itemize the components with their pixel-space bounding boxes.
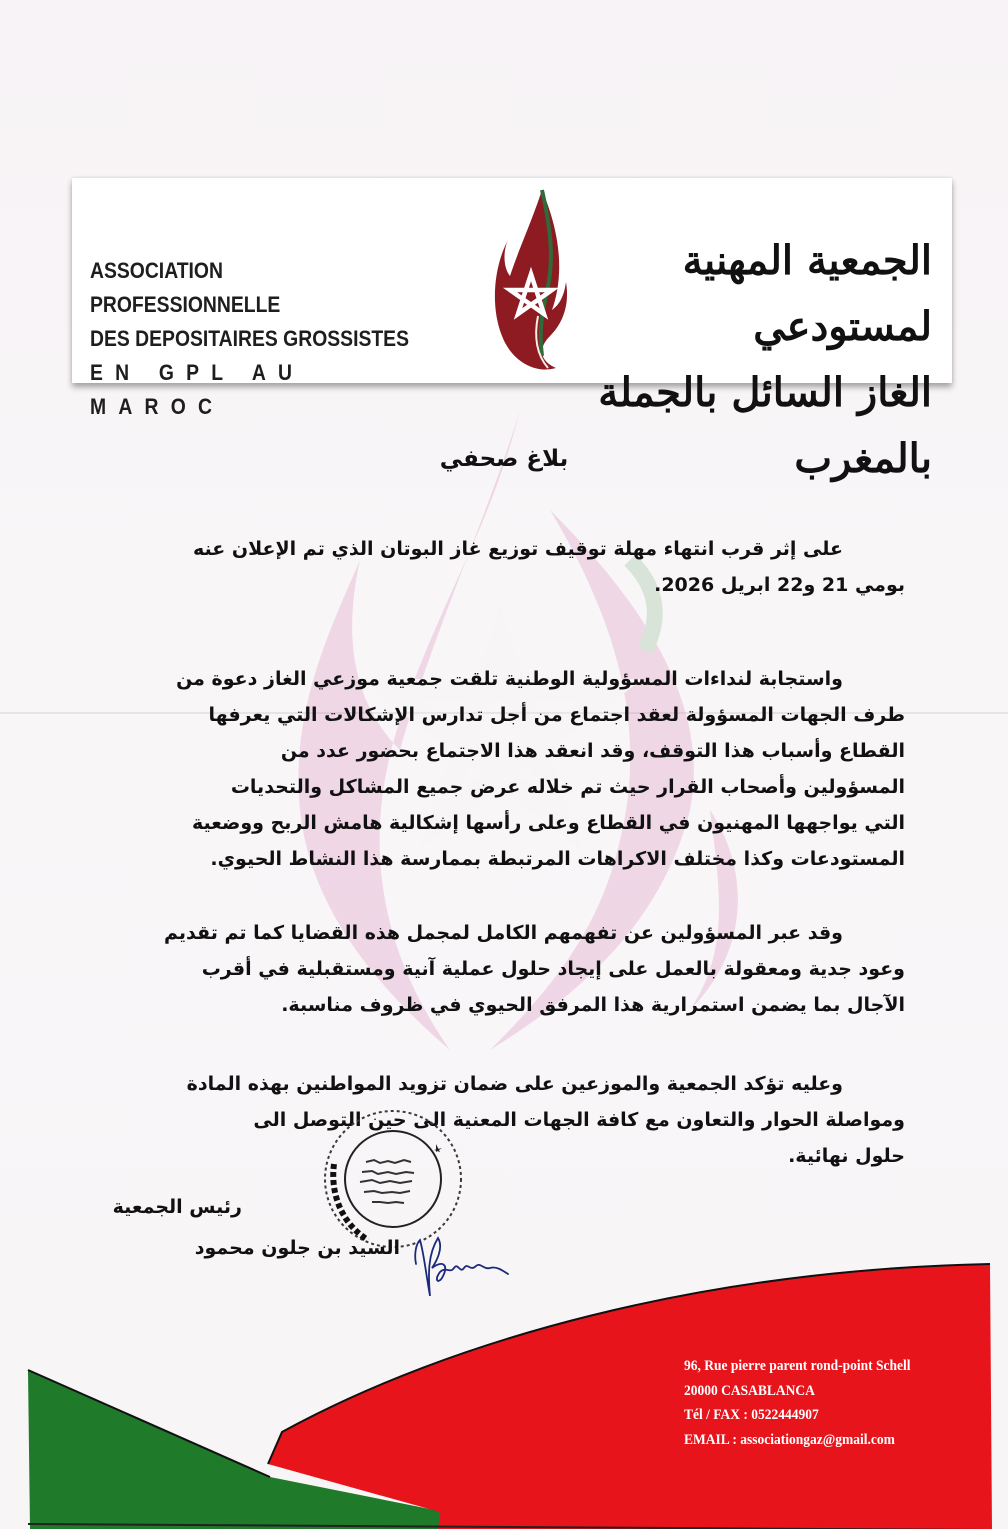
signatory-role: رئيس الجمعية [112,1196,242,1218]
paragraph-1 [175,531,905,603]
paragraph-line: القطاع وأسباب هذا التوقف، وقد انعقد هذا الاجتماع بحضور عدد من [280,740,905,762]
paragraph-line: المسؤولين وأصحاب القرار حيث تم خلاله عرض جميع المشاكل والتحديات [230,776,905,798]
city-line: 20000 CASABLANCA [684,1382,815,1399]
arabic-name-line-2: الغاز السائل بالجملة بالمغرب [598,369,932,482]
press-release-title: بلاغ صحفي [439,446,569,472]
paragraph-line: التي يواجهها المهنيون في القطاع وعلى رأسها إشكالية هامش الربح ووضعية [191,812,905,834]
paragraph-line: الآجال بما يضمن استمرارية هذا المرفق الحيوي في ظروف مناسبة. [281,994,905,1016]
french-name-line-2: DES DEPOSITAIRES GROSSISTES [90,326,409,351]
paragraph-3 [164,915,905,1023]
paragraph-line: المستودعات وكذا مختلف الاكراهات المرتبطة بممارسة هذا النشاط الحيوي. [210,848,905,870]
paragraph-line: بومي 21 و22 ابريل 2026. [654,574,905,596]
paragraph-line: واستجابة لنداءات المسؤولية الوطنية تلقت جمعية موزعي الغاز دعوة من [176,668,843,690]
contact-info [684,1354,911,1452]
flame-star-icon [490,186,580,376]
paragraph-4 [175,1066,905,1174]
address-line: 96, Rue pierre parent rond-point Schell [684,1358,911,1374]
french-name-line-1: ASSOCIATION PROFESSIONNELLE [90,258,281,317]
french-name-line-3: EN GPL AU MAROC [90,360,305,419]
arabic-name-line-1: الجمعية المهنية لمستودعي [682,237,932,350]
paragraph-line: حلول نهائية. [788,1145,905,1167]
paragraph-2 [175,661,905,877]
association-name-french [90,254,417,424]
paragraph-line: وعليه تؤكد الجمعية والموزعين على ضمان تزويد المواطنين بهذه المادة [186,1073,843,1095]
paragraph-line: طرف الجهات المسؤولة لعقد اجتماع من أجل تدارس الإشكالات التي يعرفها [208,704,905,726]
phone-fax: Tél / FAX : 0522444907 [684,1407,819,1423]
paragraph-line: ومواصلة الحوار والتعاون مع كافة الجهات المعنية الى حين التوصل الى [253,1109,905,1131]
paragraph-line: وعود جدية ومعقولة بالعمل على إيجاد حلول عملية آنية ومستقبلية في أقرب [201,958,905,980]
paragraph-line: وقد عبر المسؤولين عن تفهمهم الكامل لمجمل هذه القضايا كما تم تقديم [164,922,843,944]
paragraph-line: على إثر قرب انتهاء مهلة توقيف توزيع غاز البوتان الذي تم الإعلان عنه [193,538,843,560]
signatory-name: السيد بن جلون محمود [194,1237,400,1259]
email-address: EMAIL : associationgaz@gmail.com [684,1431,895,1448]
